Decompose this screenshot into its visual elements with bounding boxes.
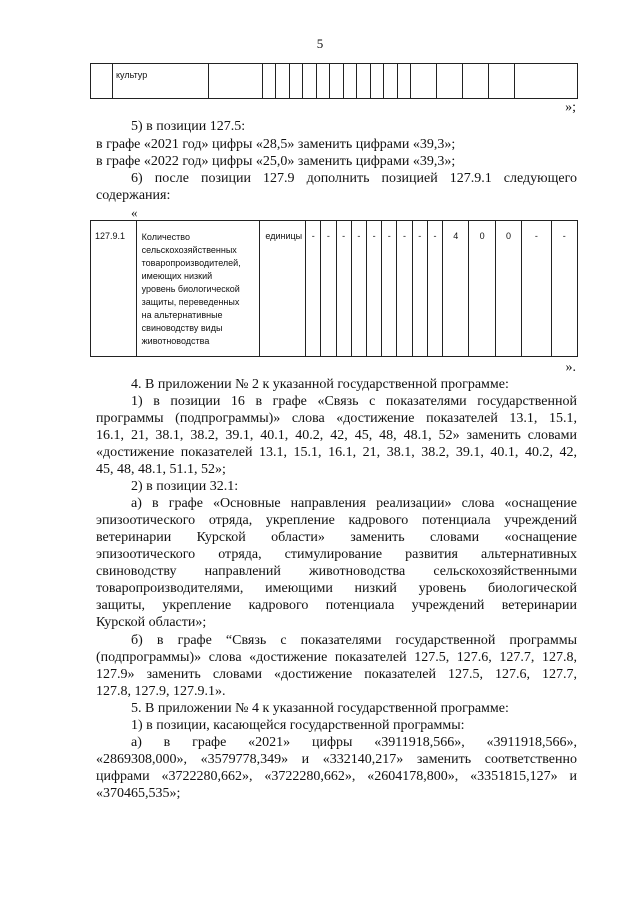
value-cell: - [366, 221, 381, 357]
table-position-127-9-1 [90, 220, 578, 357]
body-line: свиноводству направлений животноводства сельскохозяйственными [96, 564, 577, 579]
body-line: Курской области»; [96, 615, 207, 630]
value-cell: 0 [495, 221, 521, 357]
body-line: эпизоотического отряда, стимулирование развития альтернативных [96, 547, 577, 562]
value-cell: 4 [443, 221, 469, 357]
description-line: уровень биологической [141, 284, 240, 294]
opening-quote: « [131, 205, 138, 220]
item5-heading: 5) в позиции 127.5: [131, 119, 246, 134]
value-cell: - [351, 221, 366, 357]
body-line: 1) в позиции, касающейся государственной программы: [131, 718, 465, 733]
body-line: товаропроизводителями, имеющими низкий уровень биологической [96, 581, 577, 596]
description-line: свиноводству виды [141, 323, 223, 333]
value-cell: - [412, 221, 427, 357]
body-line: 127.9» заменить словами «достижение показателей 127.5, 127.6, 127.7, [96, 667, 577, 682]
body-line: 16.1, 21, 38.1, 38.2, 39.1, 40.1, 40.2, 42, 45, 48, 48.1, 52» заменить словами [96, 428, 577, 443]
value-cell: - [427, 221, 442, 357]
body-line: а) в графе «2021» цифры «3911918,566», «3911918,566», [131, 735, 577, 750]
description-line: Количество [141, 232, 190, 242]
indicator-description [136, 221, 260, 357]
closing-quote: »; [565, 100, 576, 115]
table-cell-name: культур [113, 64, 209, 99]
value-cell: - [321, 221, 336, 357]
description-line: имеющих низкий [141, 271, 213, 281]
value-cell: - [522, 221, 551, 357]
body-line: 2) в позиции 32.1: [131, 479, 239, 494]
body-line: 127.8, 127.9, 127.9.1». [96, 684, 226, 699]
value-cell: - [336, 221, 351, 357]
table-row [91, 221, 578, 357]
body-line: программы (подпрограммы)» слова «достижение показателей 13.1, 15.1, [96, 411, 577, 426]
item5-line: в графе «2022 год» цифры «25,0» заменить цифрами «39,3»; [96, 154, 456, 169]
body-line: «2869308,000», «3579778,349» и «332140,217» заменить соответственно [96, 752, 577, 767]
description-line: товаропроизводителей, [141, 258, 241, 268]
body-line: 45, 48, 48.1, 51.1, 52»; [96, 462, 226, 477]
body-line: цифрами «3722280,662», «3722280,662», «2604178,800», «3351815,127» и [96, 769, 577, 784]
closing-quote: ». [565, 360, 576, 375]
body-line: 4. В приложении № 2 к указанной государственной программе: [131, 377, 509, 392]
body-line: «370465,535»; [96, 786, 181, 801]
value-cell: - [382, 221, 397, 357]
value-cell: 0 [469, 221, 495, 357]
body-line: б) в графе “Связь с показателями государственной программы [131, 633, 577, 648]
position-code: 127.9.1 [91, 221, 137, 357]
value-cell: - [551, 221, 577, 357]
description-line: сельскохозяйственных [141, 245, 237, 255]
table-row [91, 64, 578, 99]
item6-line: содержания: [96, 188, 171, 203]
body-line: «достижение показателей 13.1, 15.1, 16.1, 21, 38.1, 38.2, 39.1, 40.1, 40.2, 42, [96, 445, 577, 460]
description-line: защиты, переведенных [141, 297, 240, 307]
body-line: ветеринарии Курской области» заменить словами «оснащение [96, 530, 577, 545]
body-line: (подпрограммы)» слова «достижение показателей 127.5, 127.6, 127.7, 127.8, [96, 650, 577, 665]
body-line: эпизоотического отряда, укрепление кадрового потенциала учреждений [96, 513, 577, 528]
value-cell: - [397, 221, 412, 357]
body-line: защиты, укрепление кадрового потенциала учреждений ветеринарии [96, 598, 577, 613]
unit-cell: единицы [260, 221, 306, 357]
item5-line: в графе «2021 год» цифры «28,5» заменить цифрами «39,3»; [96, 137, 456, 152]
description-line: на альтернативные [141, 310, 223, 320]
table-fragment-top [90, 63, 578, 99]
body-line: а) в графе «Основные направления реализации» слова «оснащение [131, 496, 577, 511]
value-cell: - [306, 221, 321, 357]
body-line: 5. В приложении № 4 к указанной государственной программе: [131, 701, 509, 716]
body-line: 1) в позиции 16 в графе «Связь с показателями государственной [131, 394, 577, 409]
item6-line: 6) после позиции 127.9 дополнить позицией 127.9.1 следующего [131, 171, 577, 186]
page-number: 5 [316, 36, 324, 51]
description-line: животноводства [141, 336, 210, 346]
